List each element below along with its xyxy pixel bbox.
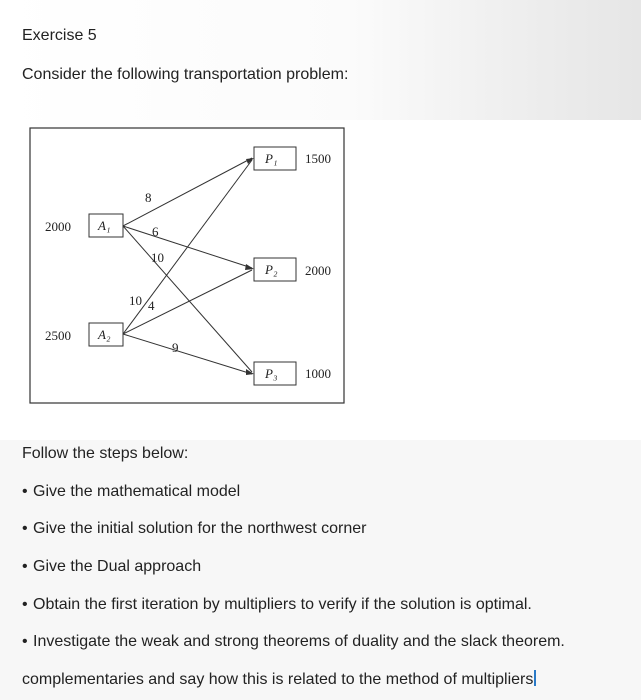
cost-a2-p2: 4 [148,298,155,313]
bullet-icon: • [22,596,28,613]
cost-a1-p2: 6 [152,224,159,239]
list-item [22,558,201,576]
steps-intro: Follow the steps below: [22,445,189,462]
continuation-text: complementaries and say how this is related to the method of multipliers [22,671,534,688]
list-item [22,633,565,651]
step-text: Investigate the weak and strong theorems of duality and the slack theorem. [33,633,565,650]
list-item [22,483,240,501]
dest-label-p2: P₂ [265,262,278,277]
dest-label-p3: P₃ [265,366,278,381]
diagram-frame [30,128,344,403]
list-item [22,596,532,614]
demand-p2: 2000 [305,263,331,278]
cost-a2-p3: 9 [172,340,179,355]
text-cursor-icon [534,670,536,686]
exercise-title: Exercise 5 [22,27,97,44]
step-text: Obtain the first iteration by multipliers to verify if the solution is optimal. [33,596,532,613]
step-text: Give the initial solution for the northwest corner [33,520,367,537]
demand-p1: 1500 [305,151,331,166]
source-label-a1: A₁ [98,218,111,233]
step-text: Give the mathematical model [33,483,241,500]
source-label-a2: A₂ [98,327,111,342]
supply-a1: 2000 [45,219,71,234]
bullet-icon: • [22,558,28,575]
demand-p3: 1000 [305,366,331,381]
step-text: Give the Dual approach [33,558,202,575]
step-continuation [22,670,536,689]
dest-label-p1: P₁ [265,151,278,166]
exercise-intro: Consider the following transportation problem: [22,66,349,83]
supply-a2: 2500 [45,328,71,343]
list-item [22,520,367,538]
cost-a1-p1: 8 [145,190,152,205]
cost-a1-p3: 10 [151,250,164,265]
bullet-icon: • [22,520,28,537]
cost-a2-p1: 10 [129,293,142,308]
bullet-icon: • [22,633,28,650]
bullet-icon: • [22,483,28,500]
